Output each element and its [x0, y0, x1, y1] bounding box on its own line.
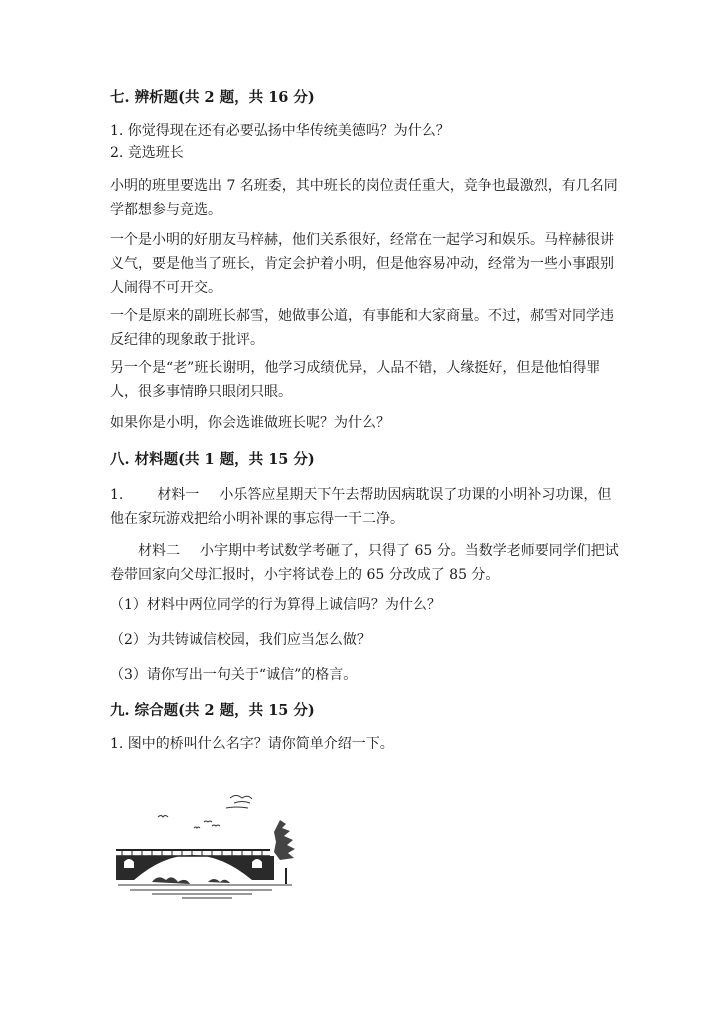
sub-question-3: （3）请你写出一句关于“诚信”的格言。	[110, 667, 358, 683]
section9-question-1: 1. 图中的桥叫什么名字？请你简单介绍一下。	[110, 736, 394, 752]
material-1	[110, 483, 620, 531]
section9-heading: 九. 综合题(共 2 题，共 15 分)	[110, 702, 315, 719]
material-1-label: 材料一	[157, 487, 200, 503]
sub-question-2: （2）为共铸诚信校园，我们应当怎么做？	[110, 632, 371, 648]
stone-arch-bridge-illustration	[112, 790, 302, 905]
section7-paragraph-1: 小明的班里要选出 7 名班委，其中班长的岗位责任重大，竞争也最激烈，有几名同学都想参与竞选。	[110, 178, 618, 218]
material-2-text: 小宇期中考试数学考砸了，只得了 65 分。当数学老师要同学们把试卷带回家向父母汇报时，小宇将试卷上的 65 分改成了 85 分。	[110, 543, 619, 583]
section7-heading: 七. 辨析题(共 2 题，共 16 分)	[110, 89, 315, 106]
material-2-label: 材料二	[138, 543, 180, 559]
section7-question-1: 1. 你觉得现在还有必要弘扬中华传统美德吗？为什么？	[110, 123, 450, 139]
section7-paragraph-5: 如果你是小明，你会选谁做班长呢？为什么？	[110, 415, 390, 431]
section7-paragraph-3: 一个是原来的副班长郝雪，她做事公道，有事能和大家商量。不过，郝雪对同学违反纪律的现象敢于批评。	[110, 308, 614, 348]
section7-question-2: 2. 竞选班长	[110, 145, 184, 161]
section8-heading: 八. 材料题(共 1 题，共 15 分)	[110, 451, 315, 468]
section7-paragraph-4: 另一个是“老”班长谢明，他学习成绩优异，人品不错，人缘挺好，但是他怕得罪人，很多事情睁只眼闭只眼。	[110, 360, 601, 400]
question-number: 1.	[110, 487, 124, 503]
sub-question-1: （1）材料中两位同学的行为算得上诚信吗？为什么？	[110, 597, 441, 613]
material-2	[110, 539, 620, 587]
section7-paragraph-2: 一个是小明的好朋友马梓赫，他们关系很好，经常在一起学习和娱乐。马梓赫很讲义气，要是他当了班长，肯定会护着小明，但是他容易冲动，经常为一些小事跟别人闹得不可开交。	[110, 232, 614, 296]
material-1-text: 小乐答应星期天下午去帮助因病耽误了功课的小明补习功课，但他在家玩游戏把给小明补课的事忘得一干二净。	[110, 487, 612, 527]
